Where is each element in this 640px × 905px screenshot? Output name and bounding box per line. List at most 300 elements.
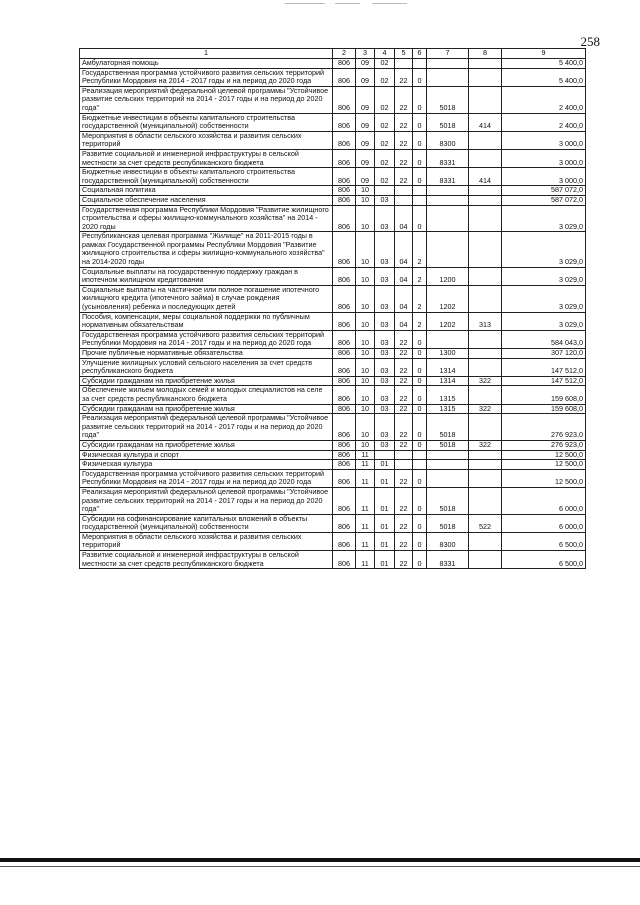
section-code: 10 [356, 186, 375, 196]
ministry-code: 806 [333, 149, 356, 167]
row-name: Развитие социальной и инженерной инфраструктуры в сельской местности за счет средств республиканского бюджета [80, 551, 333, 569]
subsection-code [375, 186, 395, 196]
amount: 159 608,0 [502, 404, 586, 414]
subsection-code: 02 [375, 168, 395, 186]
section-code: 10 [356, 195, 375, 205]
ministry-code: 806 [333, 450, 356, 460]
table-row [80, 487, 586, 514]
row-name: Улучшение жилищных условий сельского населения за счет средств республиканского бюджета [80, 358, 333, 376]
subprogram-code: 0 [413, 487, 427, 514]
ministry-code: 806 [333, 59, 356, 69]
section-code: 10 [356, 285, 375, 312]
table-row [80, 195, 586, 205]
subprogram-code: 0 [413, 440, 427, 450]
section-code: 09 [356, 168, 375, 186]
subsection-code: 01 [375, 551, 395, 569]
ministry-code: 806 [333, 404, 356, 414]
program-code: 22 [395, 358, 413, 376]
table-row [80, 460, 586, 470]
target-code: 1314 [427, 358, 469, 376]
section-code: 11 [356, 487, 375, 514]
table-header-row [80, 49, 586, 59]
program-code [395, 59, 413, 69]
row-name: Субсидии гражданам на приобретение жилья [80, 440, 333, 450]
program-code [395, 460, 413, 470]
table-row [80, 376, 586, 386]
row-name: Мероприятия в области сельского хозяйства и развития сельских территорий [80, 532, 333, 550]
target-code: 8331 [427, 168, 469, 186]
ministry-code: 806 [333, 330, 356, 348]
expense-type-code [469, 285, 502, 312]
row-name: Реализация мероприятий федеральной целевой программы "Устойчивое развитие сельских территорий на 2014 - 2017 годы и на период до 2020 года" [80, 487, 333, 514]
table-row [80, 205, 586, 232]
target-code: 5018 [427, 440, 469, 450]
row-name: Субсидии гражданам на приобретение жилья [80, 376, 333, 386]
section-code: 09 [356, 86, 375, 113]
subsection-code: 03 [375, 312, 395, 330]
amount: 147 512,0 [502, 376, 586, 386]
ministry-code: 806 [333, 232, 356, 267]
subsection-code: 03 [375, 376, 395, 386]
column-header: 6 [413, 49, 427, 59]
table-row [80, 330, 586, 348]
subprogram-code: 0 [413, 205, 427, 232]
row-name: Субсидии гражданам на приобретение жилья [80, 404, 333, 414]
amount: 584 043,0 [502, 330, 586, 348]
program-code: 22 [395, 386, 413, 404]
subsection-code: 03 [375, 232, 395, 267]
expense-type-code [469, 149, 502, 167]
amount: 3 029,0 [502, 232, 586, 267]
section-code: 11 [356, 450, 375, 460]
target-code [427, 68, 469, 86]
section-code: 09 [356, 149, 375, 167]
expense-type-code [469, 551, 502, 569]
ministry-code: 806 [333, 68, 356, 86]
section-code: 10 [356, 312, 375, 330]
program-code: 04 [395, 267, 413, 285]
target-code: 1300 [427, 349, 469, 359]
ministry-code: 806 [333, 551, 356, 569]
section-code: 11 [356, 551, 375, 569]
amount: 12 500,0 [502, 450, 586, 460]
subsection-code: 02 [375, 86, 395, 113]
target-code: 5018 [427, 86, 469, 113]
ministry-code: 806 [333, 386, 356, 404]
amount: 6 500,0 [502, 551, 586, 569]
target-code: 1315 [427, 386, 469, 404]
subsection-code: 03 [375, 349, 395, 359]
subprogram-code: 0 [413, 469, 427, 487]
table-row [80, 386, 586, 404]
section-code: 10 [356, 404, 375, 414]
subprogram-code: 0 [413, 358, 427, 376]
table-row [80, 267, 586, 285]
amount: 3 000,0 [502, 149, 586, 167]
section-code: 11 [356, 514, 375, 532]
section-code: 10 [356, 358, 375, 376]
subprogram-code [413, 59, 427, 69]
ministry-code: 806 [333, 86, 356, 113]
subprogram-code: 0 [413, 168, 427, 186]
expense-type-code: 414 [469, 168, 502, 186]
subprogram-code: 0 [413, 149, 427, 167]
subprogram-code: 0 [413, 330, 427, 348]
program-code: 22 [395, 487, 413, 514]
section-code: 10 [356, 440, 375, 450]
subprogram-code [413, 195, 427, 205]
amount: 587 072,0 [502, 195, 586, 205]
target-code: 5018 [427, 514, 469, 532]
table-row [80, 414, 586, 441]
subsection-code: 03 [375, 205, 395, 232]
subsection-code: 03 [375, 285, 395, 312]
section-code: 10 [356, 386, 375, 404]
program-code [395, 186, 413, 196]
subsection-code: 01 [375, 514, 395, 532]
target-code: 5018 [427, 414, 469, 441]
subprogram-code: 0 [413, 532, 427, 550]
scan-artifact [335, 3, 360, 4]
program-code: 04 [395, 205, 413, 232]
column-header: 4 [375, 49, 395, 59]
scan-artifact [285, 3, 325, 4]
table-row [80, 440, 586, 450]
subprogram-code: 0 [413, 404, 427, 414]
target-code: 5018 [427, 487, 469, 514]
target-code: 1314 [427, 376, 469, 386]
row-name: Субсидии на софинансирование капитальных вложений в объекты государственной (муниципальной) собственности [80, 514, 333, 532]
expense-type-code: 322 [469, 376, 502, 386]
column-header: 1 [80, 49, 333, 59]
ministry-code: 806 [333, 514, 356, 532]
amount: 3 029,0 [502, 267, 586, 285]
row-name: Социальные выплаты на государственную поддержку граждан в ипотечном жилищном кредитовании [80, 267, 333, 285]
subsection-code: 03 [375, 440, 395, 450]
ministry-code: 806 [333, 358, 356, 376]
table-row [80, 532, 586, 550]
target-code: 1315 [427, 404, 469, 414]
program-code: 22 [395, 414, 413, 441]
subprogram-code: 0 [413, 86, 427, 113]
amount: 159 608,0 [502, 386, 586, 404]
table-row [80, 86, 586, 113]
program-code: 22 [395, 404, 413, 414]
target-code: 1200 [427, 267, 469, 285]
ministry-code: 806 [333, 469, 356, 487]
amount: 147 512,0 [502, 358, 586, 376]
target-code [427, 195, 469, 205]
page-bottom-border [0, 858, 640, 862]
subprogram-code: 2 [413, 312, 427, 330]
subsection-code [375, 450, 395, 460]
page-number: 258 [580, 34, 600, 49]
ministry-code: 806 [333, 460, 356, 470]
expense-type-code [469, 131, 502, 149]
subsection-code: 02 [375, 149, 395, 167]
section-code: 10 [356, 232, 375, 267]
ministry-code: 806 [333, 205, 356, 232]
target-code [427, 59, 469, 69]
amount: 276 923,0 [502, 414, 586, 441]
expense-type-code: 414 [469, 113, 502, 131]
subprogram-code: 2 [413, 285, 427, 312]
table-row [80, 358, 586, 376]
subprogram-code [413, 460, 427, 470]
expense-type-code [469, 487, 502, 514]
amount: 3 029,0 [502, 285, 586, 312]
column-header: 7 [427, 49, 469, 59]
target-code: 1202 [427, 285, 469, 312]
ministry-code: 806 [333, 195, 356, 205]
column-header: 3 [356, 49, 375, 59]
table-row [80, 514, 586, 532]
subsection-code: 03 [375, 195, 395, 205]
amount: 5 400,0 [502, 59, 586, 69]
column-header: 9 [502, 49, 586, 59]
expense-type-code [469, 414, 502, 441]
target-code [427, 186, 469, 196]
table-row [80, 285, 586, 312]
amount: 2 400,0 [502, 113, 586, 131]
subsection-code: 02 [375, 113, 395, 131]
row-name: Физическая культура [80, 460, 333, 470]
program-code: 22 [395, 469, 413, 487]
amount: 6 500,0 [502, 532, 586, 550]
expense-type-code [469, 330, 502, 348]
table-row [80, 186, 586, 196]
expense-type-code [469, 460, 502, 470]
amount: 587 072,0 [502, 186, 586, 196]
program-code: 22 [395, 349, 413, 359]
expense-type-code [469, 267, 502, 285]
row-name: Государственная программа устойчивого развития сельских территорий Республики Мордовия на 2014 - 2017 годы и на период до 2020 года [80, 469, 333, 487]
subsection-code: 03 [375, 386, 395, 404]
table-row [80, 68, 586, 86]
ministry-code: 806 [333, 131, 356, 149]
section-code: 10 [356, 330, 375, 348]
column-header: 2 [333, 49, 356, 59]
program-code: 22 [395, 113, 413, 131]
table-row [80, 131, 586, 149]
amount: 12 500,0 [502, 460, 586, 470]
expense-type-code [469, 358, 502, 376]
expense-type-code [469, 186, 502, 196]
subsection-code: 01 [375, 460, 395, 470]
subprogram-code: 2 [413, 232, 427, 267]
ministry-code: 806 [333, 349, 356, 359]
program-code: 22 [395, 532, 413, 550]
program-code: 22 [395, 440, 413, 450]
table-row [80, 349, 586, 359]
amount: 3 029,0 [502, 312, 586, 330]
program-code: 22 [395, 551, 413, 569]
amount: 3 000,0 [502, 131, 586, 149]
subprogram-code [413, 186, 427, 196]
section-code: 10 [356, 376, 375, 386]
program-code: 22 [395, 168, 413, 186]
row-name: Реализация мероприятий федеральной целевой программы "Устойчивое развитие сельских территорий на 2014 - 2017 годы и на период до 2020 года" [80, 414, 333, 441]
subprogram-code: 0 [413, 414, 427, 441]
subsection-code: 03 [375, 330, 395, 348]
amount: 276 923,0 [502, 440, 586, 450]
table-row [80, 312, 586, 330]
ministry-code: 806 [333, 267, 356, 285]
program-code: 22 [395, 376, 413, 386]
row-name: Обеспечение жильем молодых семей и молодых специалистов на селе за счет средств республиканского бюджета [80, 386, 333, 404]
table-row [80, 450, 586, 460]
program-code: 04 [395, 312, 413, 330]
expense-type-code [469, 469, 502, 487]
expense-type-code: 313 [469, 312, 502, 330]
program-code: 22 [395, 68, 413, 86]
scan-artifact [372, 3, 407, 4]
page-bottom-border-thin [0, 866, 640, 867]
program-code: 22 [395, 86, 413, 113]
row-name: Социальное обеспечение населения [80, 195, 333, 205]
row-name: Амбулаторная помощь [80, 59, 333, 69]
row-name: Государственная программа Республики Мордовия "Развитие жилищного строительства и сферы жилищно-коммунального хозяйства" на 2014 - 2020 годы [80, 205, 333, 232]
row-name: Прочие публичные нормативные обязательства [80, 349, 333, 359]
program-code: 04 [395, 232, 413, 267]
table-row [80, 469, 586, 487]
row-name: Мероприятия в области сельского хозяйства и развития сельских территорий [80, 131, 333, 149]
subsection-code: 01 [375, 532, 395, 550]
ministry-code: 806 [333, 440, 356, 450]
target-code: 8300 [427, 532, 469, 550]
table-row [80, 149, 586, 167]
section-code: 10 [356, 349, 375, 359]
ministry-code: 806 [333, 532, 356, 550]
row-name: Бюджетные инвестиции в объекты капитального строительства государственной (муниципальной) собственности [80, 168, 333, 186]
row-name: Пособия, компенсации, меры социальной поддержки по публичным нормативным обязательствам [80, 312, 333, 330]
target-code: 1202 [427, 312, 469, 330]
section-code: 11 [356, 460, 375, 470]
row-name: Развитие социальной и инженерной инфраструктуры в сельской местности за счет средств республиканского бюджета [80, 149, 333, 167]
expense-type-code [469, 86, 502, 113]
section-code: 09 [356, 59, 375, 69]
expense-type-code [469, 205, 502, 232]
subprogram-code: 0 [413, 386, 427, 404]
subprogram-code: 0 [413, 113, 427, 131]
expense-type-code [469, 532, 502, 550]
amount: 6 000,0 [502, 514, 586, 532]
expense-type-code: 522 [469, 514, 502, 532]
ministry-code: 806 [333, 414, 356, 441]
expense-type-code [469, 195, 502, 205]
target-code: 5018 [427, 113, 469, 131]
subprogram-code: 0 [413, 131, 427, 149]
expense-type-code [469, 349, 502, 359]
section-code: 10 [356, 205, 375, 232]
target-code: 8300 [427, 131, 469, 149]
ministry-code: 806 [333, 487, 356, 514]
amount: 3 029,0 [502, 205, 586, 232]
table-row [80, 113, 586, 131]
column-header: 5 [395, 49, 413, 59]
target-code [427, 330, 469, 348]
subsection-code: 02 [375, 131, 395, 149]
amount: 307 120,0 [502, 349, 586, 359]
table-row [80, 168, 586, 186]
section-code: 10 [356, 414, 375, 441]
table-row [80, 551, 586, 569]
table-row [80, 232, 586, 267]
row-name: Республиканская целевая программа "Жилище" на 2011-2015 годы в рамках Государственной программы Республики Мордовия "Развитие жилищного строительства и сферы жилищно-коммунального хозяйства" на 2014-2020 годы [80, 232, 333, 267]
subprogram-code [413, 450, 427, 460]
budget-table [79, 48, 586, 569]
program-code [395, 450, 413, 460]
target-code [427, 232, 469, 267]
section-code: 11 [356, 532, 375, 550]
row-name: Бюджетные инвестиции в объекты капитального строительства государственной (муниципальной) собственности [80, 113, 333, 131]
subsection-code: 01 [375, 487, 395, 514]
expense-type-code [469, 386, 502, 404]
column-header: 8 [469, 49, 502, 59]
expense-type-code [469, 68, 502, 86]
amount: 2 400,0 [502, 86, 586, 113]
amount: 3 000,0 [502, 168, 586, 186]
row-name: Государственная программа устойчивого развития сельских территорий Республики Мордовия на 2014 - 2017 годы и на период до 2020 года [80, 68, 333, 86]
subsection-code: 02 [375, 68, 395, 86]
row-name: Социальные выплаты на частичное или полное погашение ипотечного жилищного кредита (ипотечного займа) в случае рождения (усыновления) ребенка и последующих детей [80, 285, 333, 312]
target-code: 8331 [427, 551, 469, 569]
subsection-code: 03 [375, 267, 395, 285]
subprogram-code: 0 [413, 551, 427, 569]
amount: 5 400,0 [502, 68, 586, 86]
program-code: 22 [395, 330, 413, 348]
section-code: 09 [356, 131, 375, 149]
row-name: Реализация мероприятий федеральной целевой программы "Устойчивое развитие сельских территорий на 2014 - 2017 годы и на период до 2020 года" [80, 86, 333, 113]
subprogram-code: 0 [413, 376, 427, 386]
target-code: 8331 [427, 149, 469, 167]
section-code: 11 [356, 469, 375, 487]
subsection-code: 01 [375, 469, 395, 487]
expense-type-code [469, 59, 502, 69]
subsection-code: 03 [375, 414, 395, 441]
target-code [427, 205, 469, 232]
subsection-code: 02 [375, 59, 395, 69]
subprogram-code: 2 [413, 267, 427, 285]
amount: 6 000,0 [502, 487, 586, 514]
expense-type-code: 322 [469, 440, 502, 450]
subprogram-code: 0 [413, 68, 427, 86]
subsection-code: 03 [375, 358, 395, 376]
table-body [80, 59, 586, 569]
subprogram-code: 0 [413, 349, 427, 359]
expense-type-code [469, 232, 502, 267]
section-code: 09 [356, 113, 375, 131]
table-row [80, 404, 586, 414]
ministry-code: 806 [333, 312, 356, 330]
program-code [395, 195, 413, 205]
program-code: 22 [395, 514, 413, 532]
target-code [427, 460, 469, 470]
program-code: 22 [395, 131, 413, 149]
program-code: 22 [395, 149, 413, 167]
target-code [427, 450, 469, 460]
row-name: Физическая культура и спорт [80, 450, 333, 460]
table-row [80, 59, 586, 69]
ministry-code: 806 [333, 113, 356, 131]
expense-type-code: 322 [469, 404, 502, 414]
subprogram-code: 0 [413, 514, 427, 532]
section-code: 10 [356, 267, 375, 285]
target-code [427, 469, 469, 487]
row-name: Государственная программа устойчивого развития сельских территорий Республики Мордовия на 2014 - 2017 годы и на период до 2020 года [80, 330, 333, 348]
expense-type-code [469, 450, 502, 460]
row-name: Социальная политика [80, 186, 333, 196]
